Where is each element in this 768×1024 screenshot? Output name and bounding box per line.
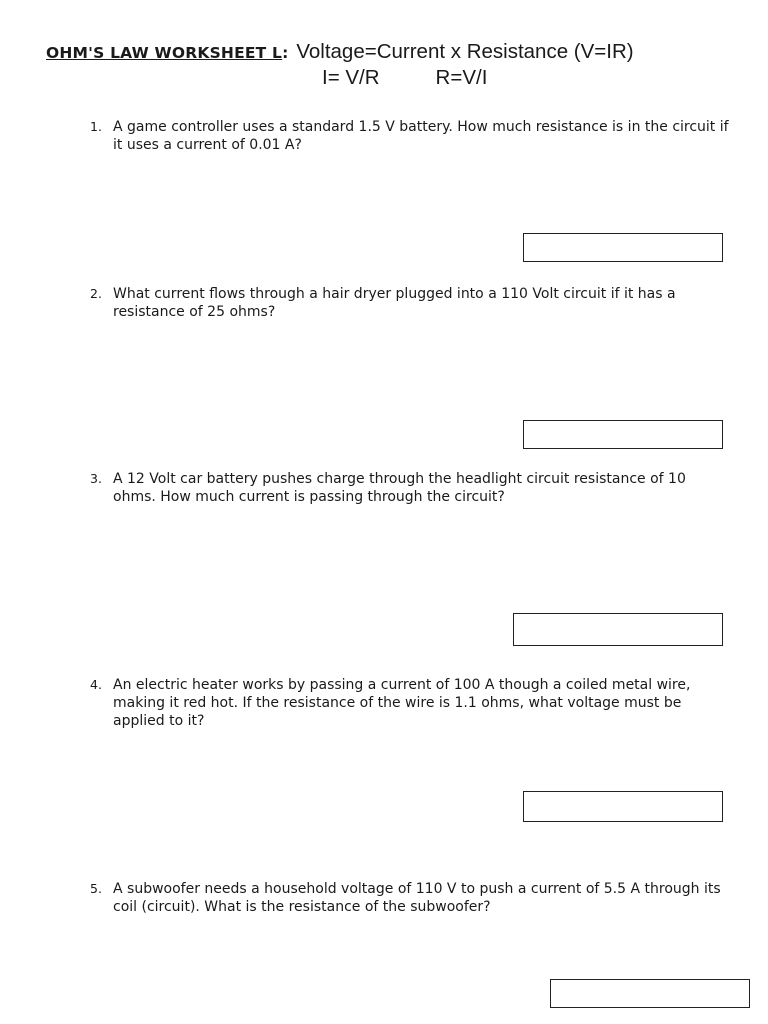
question-number: 1. [90,119,102,134]
question-text: An electric heater works by passing a current of 100 A though a coiled metal wire, making it red hot. If the resistance of the wire is 1.1 ohms, what voltage must be applied to it? [113,677,691,729]
title-colon: : [282,44,289,62]
question-1 [90,118,730,154]
question-text: A 12 Volt car battery pushes charge through the headlight circuit resistance of 10 ohms. How much current is passing through the circuit? [113,471,686,505]
answer-box-1[interactable] [523,233,723,262]
answer-box-2[interactable] [523,420,723,449]
answer-box-4[interactable] [523,791,723,822]
ohms-law-formula: Voltage=Current x Resistance (V=IR) [296,40,634,63]
question-text: A subwoofer needs a household voltage of 110 V to push a current of 5.5 A through its coil (circuit). What is the resistance of the subwoofer? [113,881,721,915]
question-text: What current flows through a hair dryer plugged into a 110 Volt circuit if it has a resistance of 25 ohms? [113,286,676,320]
question-number: 5. [90,881,102,896]
derived-formulas [322,66,487,90]
question-5 [90,880,730,916]
question-3 [90,470,730,506]
current-formula: I= V/R [322,66,380,89]
question-number: 3. [90,471,102,486]
answer-box-3[interactable] [513,613,723,646]
worksheet-title: OHM'S LAW WORKSHEET L [46,44,283,62]
question-number: 4. [90,677,102,692]
question-number: 2. [90,286,102,301]
question-2 [90,285,730,321]
question-4 [90,676,730,730]
resistance-formula: R=V/I [435,66,488,89]
worksheet-header [46,40,634,64]
question-text: A game controller uses a standard 1.5 V battery. How much resistance is in the circuit if it uses a current of 0.01 A? [113,119,729,153]
answer-box-5[interactable] [550,979,750,1008]
